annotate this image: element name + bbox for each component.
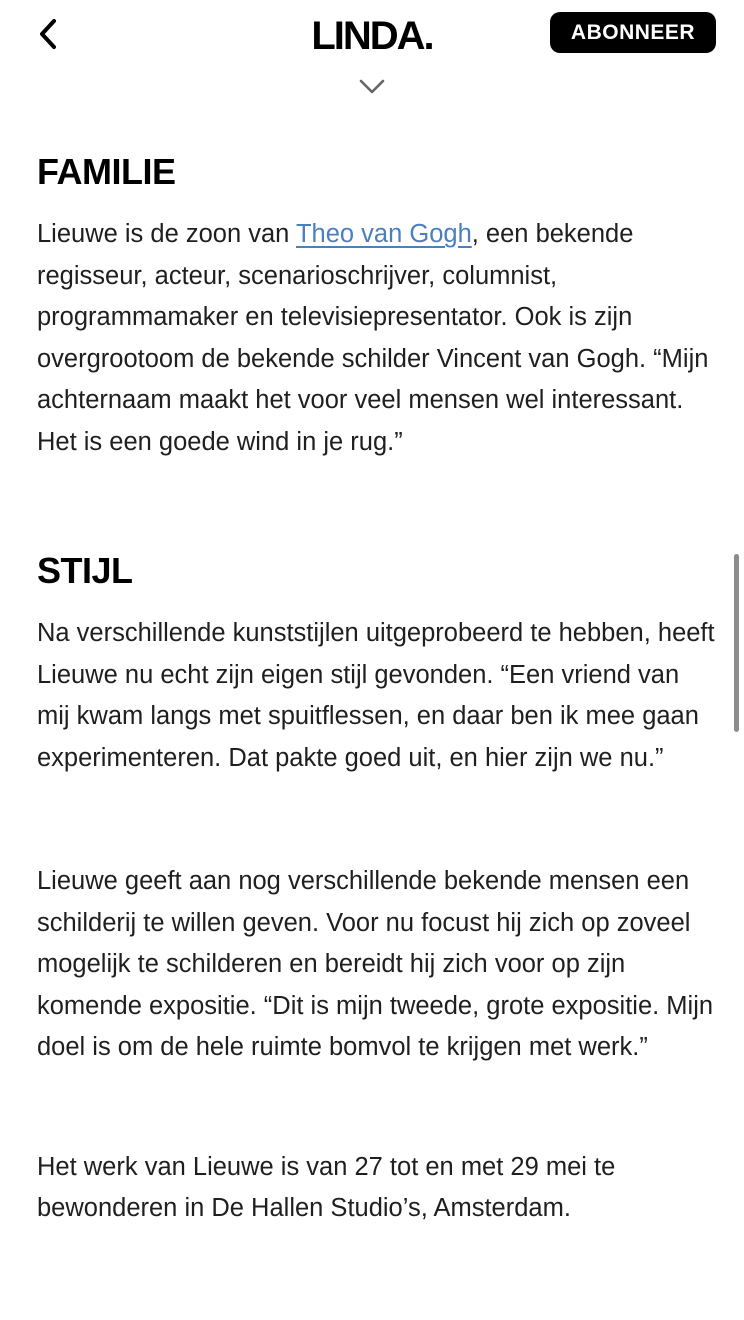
section-body-familie [37, 214, 717, 463]
article-content [37, 144, 717, 1230]
text-after-link: , een bekende regisseur, acteur, scenarioschrijver, columnist, programmamaker en televisiepresentator. Ook is zijn overgrootoom de bekende schilder Vincent van Gogh. “Mijn achternaam maakt het voor veel mensen wel interessant. Het is een goede wind in je rug.” [37, 220, 709, 456]
section-body-stijl: Na verschillende kunststijlen uitgeprobeerd te hebben, heeft Lieuwe nu echt zijn eigen stijl gevonden. “Een vriend van mij kwam langs met spuitflessen, en daar ben ik mee gaan experimenteren. Dat pakte goed uit, en hier zijn we nu.” [37, 619, 715, 772]
text-before-link: Lieuwe is de zoon van [37, 220, 296, 248]
top-navigation-bar [0, 0, 744, 104]
section-title-stijl: STIJL [37, 550, 133, 591]
subscribe-button[interactable]: ABONNEER [550, 12, 716, 53]
scrollbar[interactable] [734, 554, 739, 732]
article-paragraph: Lieuwe geeft aan nog verschillende bekende mensen een schilderij te willen geven. Voor nu focust hij zich op zoveel mogelijk te schilderen en bereidt hij zich voor op zijn komende expositie. “Dit is mijn tweede, grote expositie. Mijn doel is om de hele ruimte bomvol te krijgen met werk.” [37, 867, 714, 1061]
chevron-down-icon[interactable] [358, 78, 386, 96]
section-title-familie: FAMILIE [37, 151, 176, 192]
article-paragraph-exhibition: Het werk van Lieuwe is van 27 tot en met 29 mei te bewonderen in De Hallen Studio’s, Amsterdam. [37, 1152, 616, 1222]
site-logo[interactable]: LINDA. [311, 14, 433, 58]
theo-van-gogh-link[interactable]: Theo van Gogh [295, 220, 472, 248]
